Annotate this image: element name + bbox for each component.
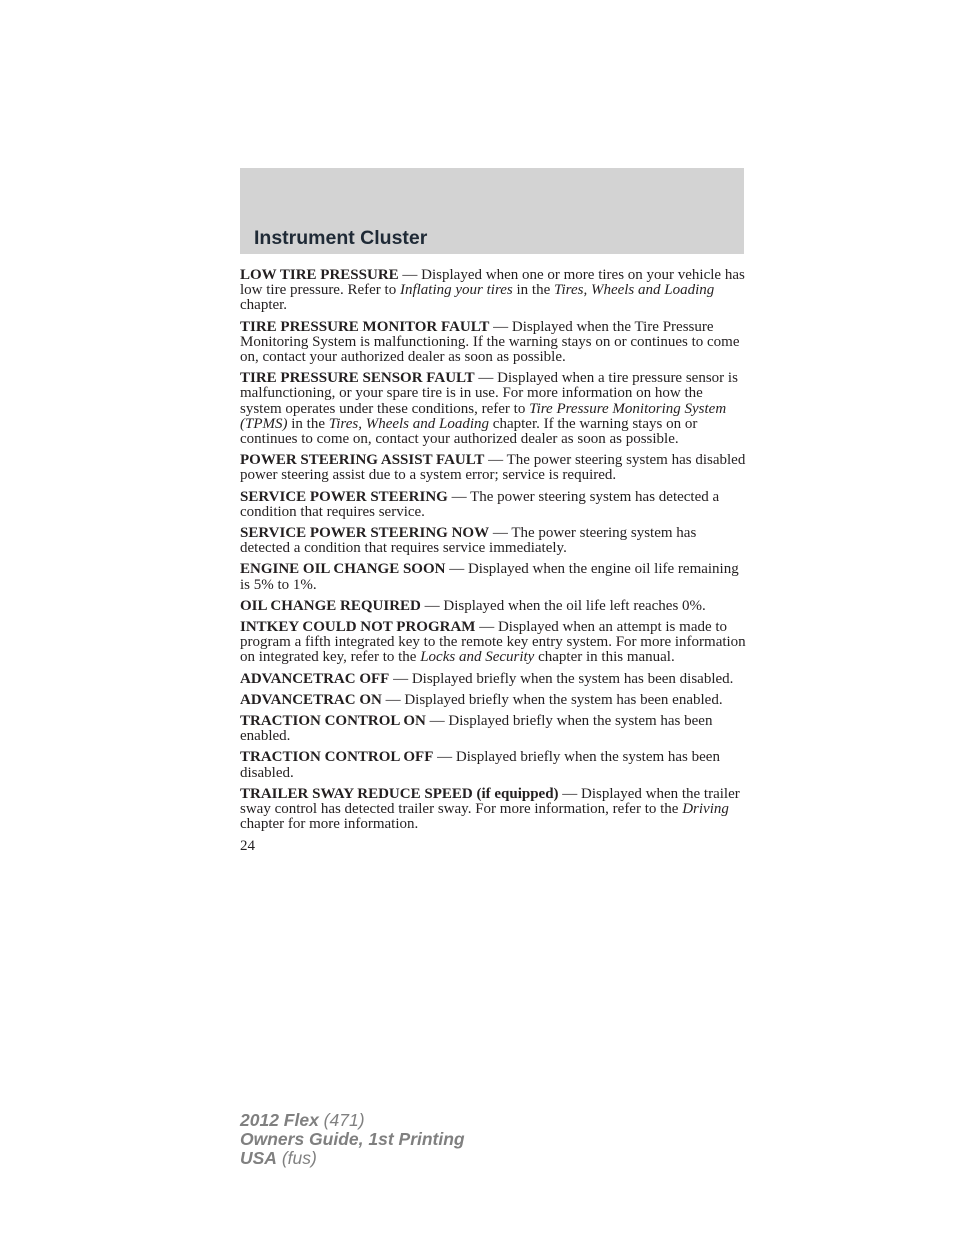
- message-description: — Displayed when one or more tires on your vehicle has low tire pressure. Refer to: [240, 267, 745, 299]
- message-term: OIL CHANGE REQUIRED: [240, 597, 421, 614]
- message-term: ENGINE OIL CHANGE SOON: [240, 561, 446, 578]
- message-entry: [240, 562, 746, 592]
- section-title: Instrument Cluster: [254, 227, 428, 249]
- message-term: TIRE PRESSURE SENSOR FAULT: [240, 370, 475, 387]
- message-entry: [240, 693, 746, 708]
- message-description: — Displayed briefly when the system has been disabled.: [240, 749, 720, 781]
- message-description: — Displayed when a tire pressure sensor is malfunctioning, or your spare tire is in use. For more information on how the system operates under these conditions, refer to: [240, 370, 738, 417]
- message-description: in the: [512, 282, 554, 299]
- message-description: — Displayed when the trailer sway control has detected trailer sway. For more information, refer to the: [240, 785, 740, 818]
- message-description: — Displayed when the engine oil life remaining is 5% to 1%.: [240, 561, 739, 593]
- message-entry: [240, 599, 746, 614]
- message-description: chapter for more information.: [240, 816, 419, 833]
- message-entry: [240, 268, 746, 314]
- chapter-reference: Tire Pressure Monitoring System (TPMS): [240, 400, 727, 432]
- message-term: SERVICE POWER STEERING: [240, 488, 448, 505]
- message-entry: [240, 750, 746, 780]
- chapter-reference: Driving: [682, 801, 729, 818]
- main-content: [240, 268, 746, 854]
- message-term: ADVANCETRAC OFF: [240, 670, 390, 687]
- message-description: in the: [287, 415, 329, 432]
- message-term: TRACTION CONTROL OFF: [240, 749, 434, 766]
- message-entry: [240, 490, 746, 520]
- message-description: — The power steering system has disabled power steering assist due to a system error; service is required.: [240, 452, 746, 484]
- message-entry: [240, 320, 746, 366]
- message-entry: [240, 453, 746, 483]
- message-description: — Displayed briefly when the system has been enabled.: [381, 691, 723, 708]
- chapter-reference: Tires, Wheels and Loading: [553, 282, 715, 299]
- message-description: — The power steering system has detected a condition that requires service immediately.: [240, 525, 697, 557]
- message-description: chapter. If the warning stays on or continues to come on, contact your authorized dealer as soon as possible.: [240, 415, 698, 448]
- message-entry: [240, 672, 746, 687]
- message-term: TRAILER SWAY REDUCE SPEED (if equipped): [240, 785, 559, 802]
- message-term: LOW TIRE PRESSURE: [240, 267, 399, 283]
- chapter-reference: Tires, Wheels and Loading: [328, 415, 490, 432]
- footer-line-1: 2012 Flex (471): [240, 1110, 365, 1130]
- message-term: POWER STEERING ASSIST FAULT: [240, 452, 485, 469]
- message-description: chapter.: [240, 297, 288, 314]
- chapter-reference: Inflating your tires: [399, 282, 513, 299]
- document-footer: [240, 1111, 465, 1168]
- message-term: TRACTION CONTROL ON: [240, 713, 426, 730]
- section-header-band: [240, 168, 744, 254]
- footer-line-3: USA (fus): [240, 1148, 317, 1168]
- message-entry: [240, 787, 746, 833]
- page-number: 24: [240, 837, 255, 854]
- message-description: — Displayed when an attempt is made to program a fifth integrated key to the remote key entry system. For more information on integrated key, refer to the: [240, 619, 746, 666]
- message-term: TIRE PRESSURE MONITOR FAULT: [240, 318, 490, 335]
- message-entry: [240, 371, 746, 447]
- message-entry: [240, 620, 746, 666]
- message-list: [240, 268, 746, 833]
- message-entry: [240, 714, 746, 744]
- message-term: SERVICE POWER STEERING NOW: [240, 525, 490, 542]
- message-description: — Displayed when the Tire Pressure Monitoring System is malfunctioning. If the warning stays on or continues to come on, contact your authorized dealer as soon as possible.: [240, 318, 740, 366]
- message-term: INTKEY COULD NOT PROGRAM: [240, 619, 476, 636]
- message-description: chapter in this manual.: [534, 649, 675, 666]
- footer-line-2: Owners Guide, 1st Printing: [240, 1129, 465, 1149]
- chapter-reference: Locks and Security: [420, 649, 535, 666]
- message-description: — Displayed when the oil life left reaches 0%.: [420, 597, 706, 614]
- message-description: — The power steering system has detected a condition that requires service.: [240, 488, 720, 520]
- message-entry: [240, 526, 746, 556]
- message-description: — Displayed briefly when the system has been disabled.: [389, 670, 734, 687]
- message-description: — Displayed briefly when the system has been enabled.: [240, 713, 713, 745]
- message-term: ADVANCETRAC ON: [240, 691, 382, 708]
